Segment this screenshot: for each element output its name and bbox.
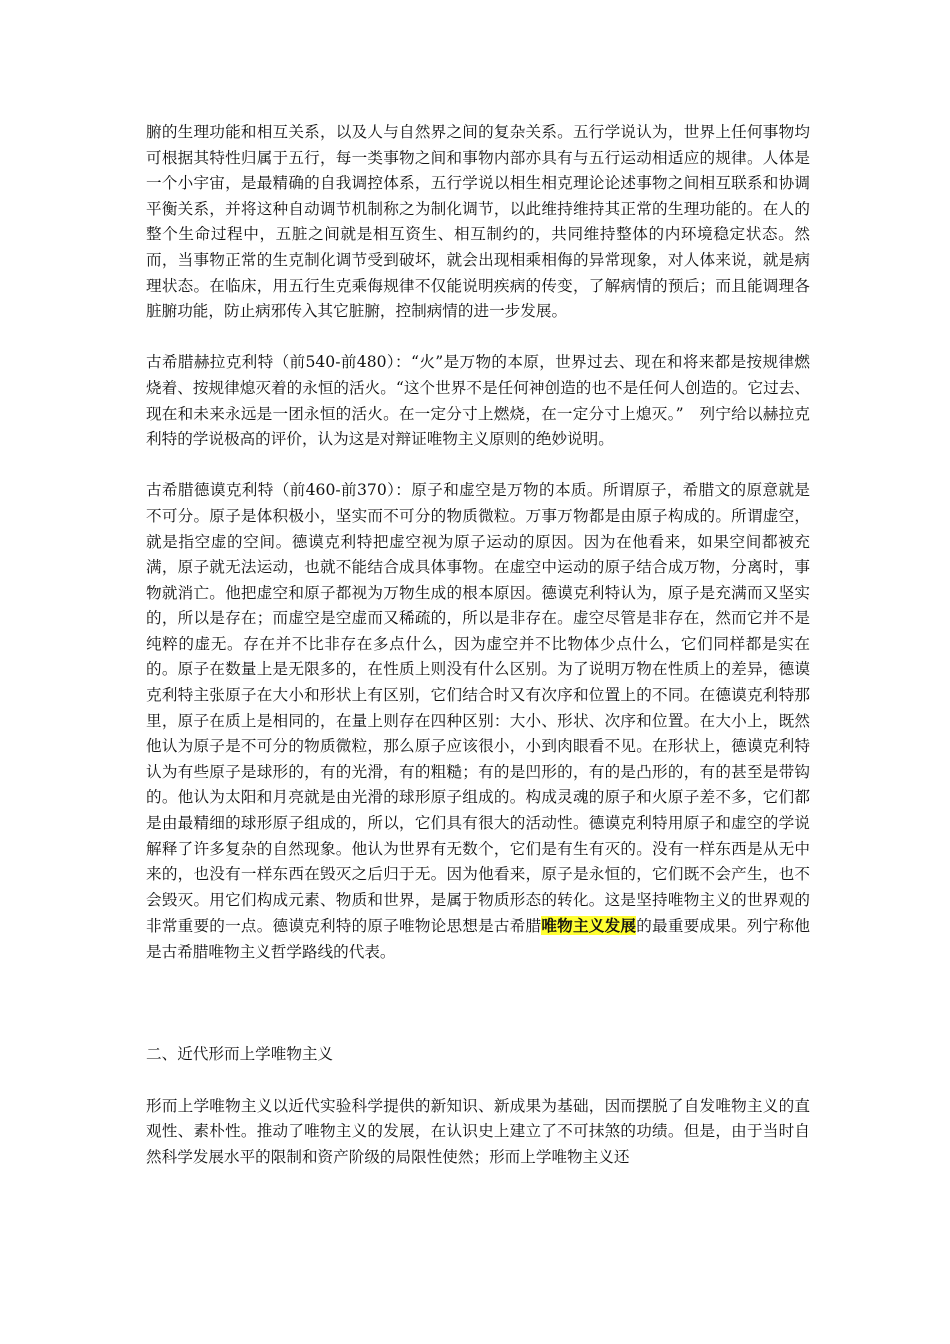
document-body (146, 120, 810, 1170)
paragraph-democritus (146, 478, 810, 965)
paragraph-gap (146, 1068, 810, 1094)
section-gap (146, 966, 810, 1043)
highlighted-phrase: 唯物主义发展 (541, 916, 637, 936)
paragraph-gap (146, 453, 810, 479)
section-heading: 二、近代形而上学唯物主义 (146, 1045, 334, 1064)
paragraph-gap (146, 325, 810, 351)
democritus-text-end: 的最重要成果。列宁称他是古希腊唯物主义哲学路线的代表。 (146, 917, 810, 961)
paragraph-five-elements: 腑的生理功能和相互关系，以及人与自然界之间的复杂关系。五行学说认为，世界上任何事物均可根据其特性归属于五行，每一类事物之间和事物内部亦具有与五行运动相适应的规律。人体是一个小宇宙，是最精确的自我调控体系，五行学说以相生相克理论论述事物之间相互联系和协调平衡关系，并将这种自动调节机制称之为制化调节，以此维持维持其正常的生理功能的。在人的整个生命过程中，五脏之间就是相互资生、相互制约的，共同维持整体的内环境稳定状态。然而，当事物正常的生克制化调节受到破坏，就会出现相乘相侮的异常现象，对人体来说，就是病理状态。在临床，用五行生克乘侮规律不仅能说明疾病的传变，了解病情的预后；而且能调理各脏腑功能，防止病邪传入其它脏腑，控制病情的进一步发展。 (146, 123, 810, 321)
paragraph-heraclitus: 古希腊赫拉克利特（前540-前480）：“火”是万物的本原，世界过去、现在和将来都是按规律燃烧着、按规律熄灭着的永恒的活火。“这个世界不是任何神创造的也不是任何人创造的。它过去、现在和未来永远是一团永恒的活火。在一定分寸上燃烧，在一定分寸上熄灭。” 列宁给以赫拉克利特的学说极高的评价，认为这是对辩证唯物主义原则的绝妙说明。 (146, 353, 810, 449)
paragraph-metaphysical-materialism: 形而上学唯物主义以近代实验科学提供的新知识、新成果为基础，因而摆脱了自发唯物主义的直观性、素朴性。推动了唯物主义的发展，在认识史上建立了不可抹煞的功绩。但是，由于当时自然科学发展水平的限制和资产阶级的局限性使然；形而上学唯物主义还 (146, 1096, 810, 1166)
democritus-text: 古希腊德谟克利特（前460-前370）：原子和虚空是万物的本质。所谓原子，希腊文的原意就是不可分。原子是体积极小，坚实而不可分的物质微粒。万事万物都是由原子构成的。所谓虚空，就是指空虚的空间。德谟克利特把虚空视为原子运动的原因。因为在他看来，如果空间都被充满，原子就无法运动，也就不能结合成具体事物。在虚空中运动的原子结合成万物，分离时，事物就消亡。他把虚空和原子都视为万物生成的根本原因。德谟克利特认为，原子是充满而又坚实的，所以是存在；而虚空是空虚而又稀疏的，所以是非存在。虚空尽管是非存在，然而它并不是纯粹的虚无。存在并不比非存在多点什么，因为虚空并不比物体少点什么，它们同样都是实在的。原子在数量上是无限多的，在性质上则没有什么区别。为了说明万物在性质上的差异，德谟克利特主张原子在大小和形状上有区别，它们结合时又有次序和位置上的不同。在德谟克利特那里，原子在质上是相同的，在量上则存在四种区别：大小、形状、次序和位置。在大小上，既然他认为原子是不可分的物质微粒，那么原子应该很小，小到肉眼看不见。在形状上，德谟克利特认为有些原子是球形的，有的光滑，有的粗糙；有的是凹形的，有的是凸形的，有的甚至是带钩的。他认为太阳和月亮就是由光滑的球形原子组成的。构成灵魂的原子和火原子差不多，它们都是由最精细的球形原子组成的，所以，它们具有很大的活动性。德谟克利特用原子和虚空的学说解释了许多复杂的自然现象。他认为世界有无数个，它们是有生有灭的。没有一样东西是从无中来的，也没有一样东西在毁灭之后归于无。因为他看来，原子是永恒的，它们既不会产生，也不会毁灭。用它们构成元素、物质和世界，是属于物质形态的转化。这是坚持唯物主义的世界观的非常重要的一点。德谟克利特的原子唯物论思想是古希腊 (146, 481, 810, 936)
